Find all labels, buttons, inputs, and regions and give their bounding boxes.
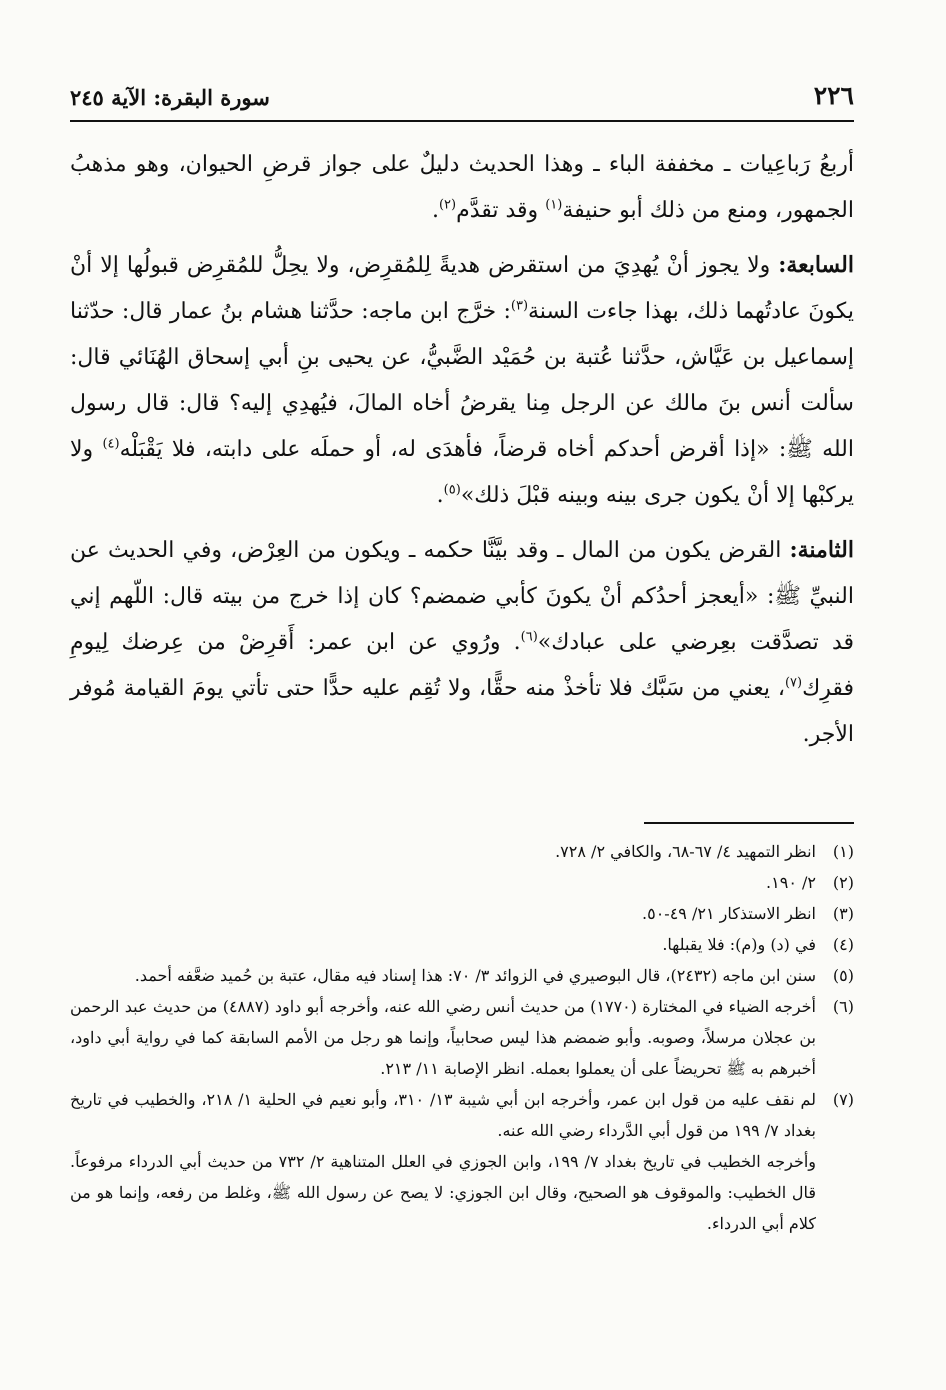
footnote-ref-4[interactable]: (٤) bbox=[102, 436, 120, 452]
footnote-continuation: وأخرجه الخطيب في تاريخ بغداد ٧/ ١٩٩، وابن الجوزي في العلل المتناهية ٢/ ٧٣٢ من حديث أبي الدرداء مرفوعاً. قال الخطيب: والموقوف هو الصحيح، وقال ابن الجوزي: لا يصح عن رسول الله ﷺ، وغلط من رفعه، وإنما هو من كلام أبي الدرداء. bbox=[70, 1152, 817, 1233]
footnote-number: (٥) bbox=[832, 966, 854, 985]
footnote-ref-5[interactable]: (٥) bbox=[443, 482, 461, 498]
footnote-number: (٧) bbox=[832, 1090, 854, 1109]
footnote-ref-1[interactable]: (١) bbox=[545, 197, 563, 213]
footnote-text: انظر التمهيد ٤/ ٦٧-٦٨، والكافي ٢/ ٧٢٨. bbox=[555, 842, 816, 861]
footnote-number: (٦) bbox=[832, 997, 854, 1016]
footnote-item bbox=[70, 960, 854, 991]
footnote-rule bbox=[644, 822, 854, 824]
p2-end: . bbox=[436, 483, 444, 508]
footnote-ref-3[interactable]: (٣) bbox=[510, 298, 529, 314]
paragraph-2 bbox=[70, 242, 854, 519]
running-title: سورة البقرة: الآية ٢٤٥ bbox=[70, 85, 270, 110]
footnote-ref-6[interactable]: (٦) bbox=[520, 629, 538, 645]
page-header bbox=[70, 70, 854, 110]
p2-text-b: : خرَّج ابن ماجه: حدَّثنا هشام بنُ عمار قال: حدّثنا إسماعيل بن عَيَّاش، حدَّثنا عُتبة بن حُمَيْد الضَّبيُّ، عن يحيى بنِ أبي إسحاق الهُنَائي قال: سألت أنس بنَ مالك عن الرجل مِنا يقرضُ أخاه المالَ، فيُهدِي إليه؟ قال: قال رسول الله ﷺ: «إذا أقرض أحدكم أخاه قرضاً، فأهدَى له، أو حملَه على دابته، فلا يَقْبَلْه bbox=[70, 299, 854, 462]
paragraph-3 bbox=[70, 527, 854, 758]
paragraph-1 bbox=[70, 142, 854, 234]
footnote-item bbox=[70, 929, 854, 960]
section-label-eighth: الثامنة: bbox=[789, 537, 854, 563]
footnote-number: (٤) bbox=[832, 935, 854, 954]
header-rule bbox=[70, 120, 854, 122]
p2-text-c: ولا يركبْها إلا أنْ يكون جرى بينه وبينه قبْلَ ذلك» bbox=[70, 437, 854, 508]
footnote-text: سنن ابن ماجه (٢٤٣٢)، قال البوصيري في الزوائد ٣/ ٧٠: هذا إسناد فيه مقال، عتبة بن حُميد ضعَّفه أحمد. bbox=[134, 966, 816, 985]
footnote-number: (٣) bbox=[832, 904, 854, 923]
p3-text-a: القرض يكون من المال ـ وقد بيَّنَّا حكمه ـ ويكون من العِرْض، وفي الحديث عن النبيِّ ﷺ: «أيعجز أحدُكم أنْ يكونَ كأبي ضمضم؟ كان إذا خرج من بيته قال: اللّهم إني قد تصدَّقت بعِرضي على عبادك» bbox=[70, 538, 855, 655]
section-label-seventh: السابعة: bbox=[778, 252, 854, 278]
footnote-ref-7[interactable]: (٧) bbox=[784, 675, 803, 691]
main-text bbox=[70, 142, 854, 766]
footnote-number: (٢) bbox=[832, 873, 854, 892]
p1-text: أربعُ رَباعِيات ـ مخففة الباء ـ وهذا الحديث دليلٌ على جواز قرضِ الحيوان، وهو مذهبُ الجمهور، ومنع من ذلك أبو حنيفة bbox=[70, 152, 854, 223]
footnote-number: (١) bbox=[832, 842, 854, 861]
footnote-text: أخرجه الضياء في المختارة (١٧٧٠) من حديث أنس رضي الله عنه، وأخرجه أبو داود (٤٨٨٧) من حديث عبد الرحمن بن عجلان مرسلاً، وصوبه. وأبو ضمضم هذا ليس صحابياً، وإنما هو رجل من الأمم السابقة كما في رواية أبي داود، أخبرهم به ﷺ تحريضاً على أن يعملوا بعمله. انظر الإصابة ١١/ ٢١٣. bbox=[70, 997, 817, 1078]
footnote-ref-2[interactable]: (٢) bbox=[438, 197, 457, 213]
footnote-text: لم نقف عليه من قول ابن عمر، وأخرجه ابن أبي شيبة ١٣/ ٣١٠، وأبو نعيم في الحلية ١/ ٢١٨، والخطيب في تاريخ بغداد ٧/ ١٩٩ من قول أبي الدَّرداء رضي الله عنه. bbox=[70, 1090, 817, 1140]
footnote-text: انظر الاستذكار ٢١/ ٤٩-٥٠. bbox=[642, 904, 816, 923]
footnote-item bbox=[70, 898, 854, 929]
p3-text-b: . ورُوي عن ابن عمر: أَقرِضْ من عِرضك لِيومِ فقرِك bbox=[70, 630, 854, 701]
footnote-item bbox=[70, 867, 854, 898]
p3-text-c: ، يعني من سَبَّك فلا تأخذْ منه حقًّا، ولا تُقِم عليه حدًّا حتى تأتي يومَ القيامة مُوفر الأجر. bbox=[70, 676, 854, 747]
footnote-text: في (د) و(م): فلا يقبلها. bbox=[662, 935, 816, 954]
p1-end: . bbox=[431, 198, 439, 223]
page-number: ٢٢٦ bbox=[813, 81, 854, 110]
footnote-item bbox=[70, 1084, 854, 1146]
footnotes bbox=[70, 836, 854, 1239]
p2-text-a: ولا يجوز أنْ يُهدِيَ من استقرض هديةً لِلمُقرِض، ولا يحِلُّ للمُقرِض قبولُها إلا أنْ يكونَ عادتُهما ذلك، بهذا جاءت السنة bbox=[70, 253, 854, 324]
p1-mid: وقد تقدَّم bbox=[456, 198, 546, 223]
footnote-item bbox=[70, 836, 854, 867]
footnote-item bbox=[70, 991, 854, 1084]
footnote-text: ٢/ ١٩٠. bbox=[766, 873, 816, 892]
